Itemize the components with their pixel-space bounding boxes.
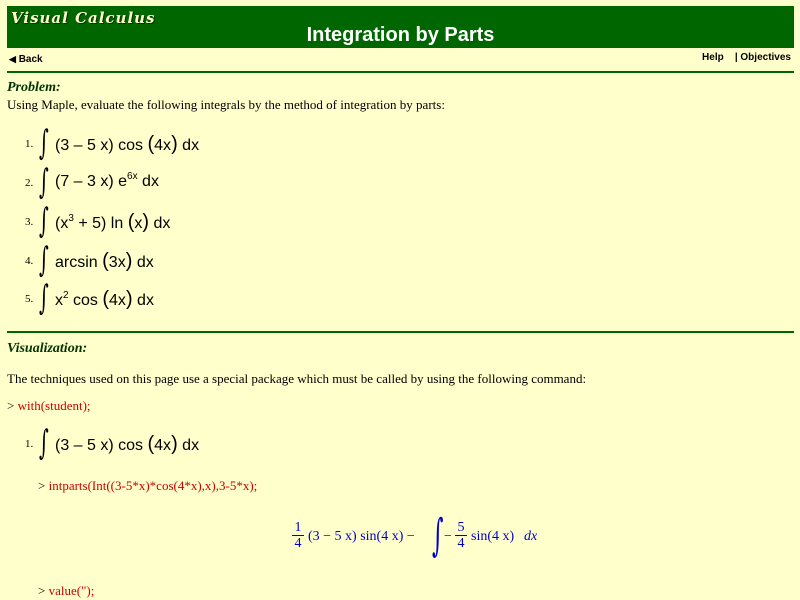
item-number: 2.: [25, 177, 34, 189]
integrand: arcsin (3x) dx: [55, 250, 154, 272]
visualization-heading: Visualization:: [7, 341, 88, 356]
problem-heading: Problem:: [7, 80, 61, 95]
output-term: sin(4 x): [471, 529, 515, 544]
integral-sign-icon: ∫: [39, 201, 49, 241]
integrand: (3 – 5 x) cos (4x) dx: [55, 433, 200, 455]
objectives-link[interactable]: | Objectives: [734, 52, 791, 63]
integral-sign-icon: ∫: [39, 278, 49, 318]
back-link[interactable]: [9, 54, 43, 65]
item-number: 1.: [25, 138, 34, 150]
integrand: (7 – 3 x) $e^{6x}$ dx: [55, 171, 159, 190]
back-arrow-icon: ◀: [9, 54, 16, 64]
item-number: 1.: [25, 438, 34, 450]
right-links: [702, 52, 791, 63]
visual-calculus-logo[interactable]: Visual Calculus: [11, 9, 156, 27]
maple-command-intparts: > intparts(Int((3-5*x)*cos(4*x),x),3-5*x);: [38, 478, 258, 493]
divider: [7, 71, 794, 73]
fraction: $\frac{1}{4}$: [292, 520, 304, 551]
problem-intro: Using Maple, evaluate the following integrals by the method of integration by parts:: [7, 97, 445, 112]
page-title: Integration by Parts: [306, 24, 495, 46]
integrand: $x^2$ cos (4x) dx: [55, 288, 154, 310]
integrand: $(x^3 + 5)$ ln (x) dx: [55, 211, 171, 233]
output-term: (3 − 5 x) sin(4 x) −: [308, 529, 415, 544]
negative-sign: −: [444, 529, 452, 544]
nav-bar: [7, 51, 794, 67]
visualization-intro: The techniques used on this page use a special package which must be called by using the following command:: [7, 371, 587, 386]
integral-sign-icon: ∫: [39, 423, 49, 463]
integral-sign-icon: ∫: [39, 240, 49, 280]
integral-sign-icon: ∫: [432, 510, 444, 561]
maple-output: [292, 510, 562, 570]
back-label: Back: [18, 54, 43, 65]
help-link[interactable]: Help: [702, 52, 724, 63]
output-dx: dx: [524, 529, 538, 544]
item-number: 3.: [25, 216, 34, 228]
item-number: 5.: [25, 293, 34, 305]
integral-sign-icon: ∫: [39, 162, 49, 202]
item-number: 4.: [25, 255, 34, 267]
maple-command-value: > value(");: [38, 583, 95, 598]
maple-command-with: > with(student);: [7, 398, 91, 413]
fraction: $\frac{5}{4}$: [455, 520, 467, 551]
integrand: (3 – 5 x) cos (4x) dx: [55, 133, 200, 155]
integral-sign-icon: ∫: [39, 123, 49, 163]
divider: [7, 331, 794, 333]
header-banner: [7, 6, 794, 48]
